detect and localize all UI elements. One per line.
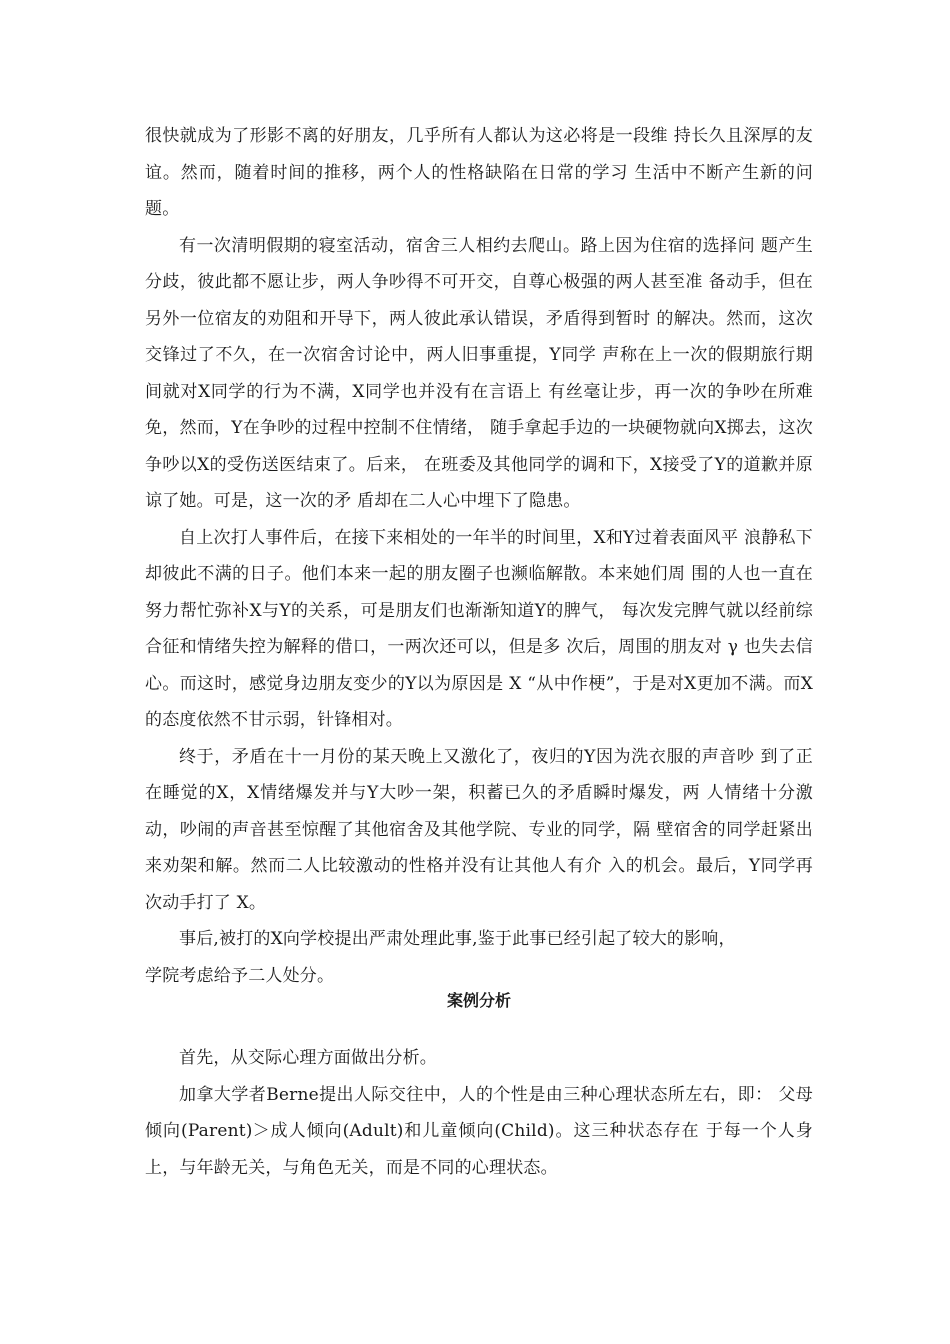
- document-body: [145, 118, 813, 1186]
- paragraph-qingming-conflict: 有一次清明假期的寝室活动，宿舍三人相约去爬山。路上因为住宿的选择问 题产生分歧，彼此都不愿让步，两人争吵得不可开交，自尊心极强的两人甚至准 备动手，但在另外一位宿友的劝阻和开导下，两人彼此承认错误，矛盾得到暂时 的解决。然而，这次交锋过了不久，在一次宿舍讨论中，两人旧事重提，Y同学 声称在上一次的假期旅行期间就对X同学的行为不满，X同学也并没有在言语上 有丝毫让步，再一次的争吵在所难免，然而，Y在争吵的过程中控制不住情绪， 随手拿起手边的一块硬物就向X掷去，这次争吵以X的受伤送医结束了。后来， 在班委及其他同学的调和下，X接受了Y的道歉并原谅了她。可是，这一次的矛 盾却在二人心中埋下了隐患。: [145, 235, 813, 511]
- paragraph-friendship-intro: 很快就成为了形影不离的好朋友，几乎所有人都认为这必将是一段维 持长久且深厚的友谊。然而，随着时间的推移，两个人的性格缺陷在日常的学习 生活中不断产生新的问题。: [145, 126, 813, 219]
- section-heading-case-analysis: 案例分析: [446, 991, 511, 1010]
- paragraph-november-escalation: 终于，矛盾在十一月份的某天晚上又激化了，夜归的Y因为洗衣服的声音吵 到了正在睡觉的X，X情绪爆发并与Y大吵一架，积蓄已久的矛盾瞬时爆发，两 人情绪十分激动，吵闹的声音甚至惊醒了其他宿舍及其他学院、专业的同学，隔 壁宿舍的同学赶紧出来劝架和解。然而二人比较激动的性格并没有让其他人有介 入的机会。最后，Y同学再次动手打了 X。: [145, 746, 813, 913]
- paragraph-aftermath-tail: 学院考虑给予二人处分。: [145, 965, 335, 986]
- paragraph-after-fight: 自上次打人事件后，在接下来相处的一年半的时间里，X和Y过着表面风平 浪静私下却彼此不满的日子。他们本来一起的朋友圈子也濒临解散。本来她们周 围的人也一直在努力帮忙弥补X与Y的关系，可是朋友们也渐渐知道Y的脾气， 每次发完脾气就以经前综合征和情绪失控为解释的借口，一两次还可以，但是多 次后，周围的朋友对 γ 也失去信心。而这时，感觉身边朋友变少的Y以为原因是 X “从中作梗”，于是对X更加不满。而X的态度依然不甘示弱，针锋相对。: [145, 527, 813, 730]
- paragraph-berne-theory: 加拿大学者Berne提出人际交往中，人的个性是由三种心理状态所左右，即： 父母倾向(Parent)＞成人倾向(Adult)和儿童倾向(Child)。这三种状态存在 于每一个人身上，与年龄无关，与角色无关，而是不同的心理状态。: [145, 1084, 813, 1178]
- paragraph-aftermath: 事后,被打的X向学校提出严肃处理此事,鉴于此事已经引起了较大的影响，: [179, 929, 736, 949]
- paragraph-analysis-intro: 首先，从交际心理方面做出分析。: [179, 1048, 437, 1068]
